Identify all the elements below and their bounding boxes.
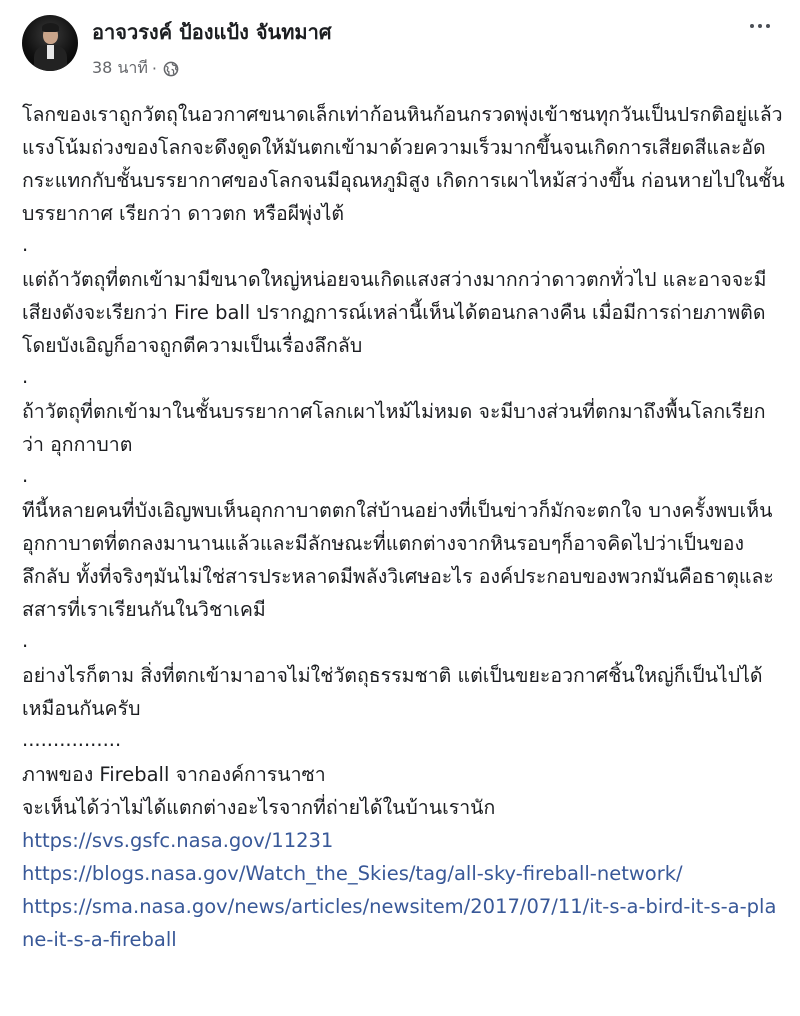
post-timestamp[interactable]: 38 นาที (92, 58, 148, 77)
post-paragraph: โลกของเราถูกวัตถุในอวกาศขนาดเล็กเท่าก้อนหินก้อนกรวดพุ่งเข้าชนทุกวันเป็นปรกติอยู่แล้ว แรงโน้มถ่วงของโลกจะดึงดูดให้มันตกเข้ามาด้วยความเร็วมากขึ้นจนเกิดการเสียดสีและอัดกระแทกกับชั้นบรรยากาศของโลกจนมีอุณหภูมิสูง เกิดการเผาไหม้สว่างขึ้น ก่อนหายไปในชั้นบรรยากาศ เรียกว่า ดาวตก หรือผีพุ่งไต้ (22, 103, 785, 225)
more-dots-icon (750, 24, 770, 28)
paragraph-separator: . (22, 233, 29, 256)
paragraph-separator: . (22, 629, 29, 652)
post-paragraph: ถ้าวัตถุที่ตกเข้ามาในชั้นบรรยากาศโลกเผาไหม้ไม่หมด จะมีบางส่วนที่ตกมาถึงพื้นโลกเรียกว่า อุกกาบาต (22, 400, 766, 456)
caption-line: จะเห็นได้ว่าไม่ได้แตกต่างอะไรจากที่ถ่ายได้ในบ้านเรานัก (22, 796, 496, 819)
avatar-figure-shirt (47, 45, 54, 59)
avatar[interactable] (22, 15, 78, 71)
meta-separator: · (151, 59, 158, 78)
post-meta (92, 56, 179, 81)
paragraph-separator: . (22, 464, 29, 487)
link-svs-nasa[interactable]: https://svs.gsfc.nasa.gov/11231 (22, 829, 334, 852)
caption-line: ภาพของ Fireball จากองค์การนาซา (22, 763, 326, 786)
post-paragraph: แต่ถ้าวัตถุที่ตกเข้ามามีขนาดใหญ่หน่อยจนเกิดแสงสว่างมากกว่าดาวตกทั่วไป และอาจจะมีเสียงดังจะเรียกว่า Fire ball ปรากฏการณ์เหล่านี้เห็นได้ตอนกลางคืน เมื่อมีการถ่ายภาพติดโดยบังเอิญก็อาจถูกตีความเป็นเรื่องลึกลับ (22, 268, 767, 357)
paragraph-separator: . (22, 365, 29, 388)
avatar-figure-hair (42, 23, 59, 32)
link-blogs-nasa[interactable]: https://blogs.nasa.gov/Watch_the_Skies/tag/all-sky-fireball-network/ (22, 862, 683, 885)
post-header (0, 0, 800, 96)
more-options-button[interactable] (740, 12, 780, 40)
author-name[interactable]: อาจวรงค์ ป้องแป้ง จันทมาศ (92, 20, 332, 44)
post-paragraph: อย่างไรก็ตาม สิ่งที่ตกเข้ามาอาจไม่ใช่วัตถุธรรมชาติ แต่เป็นขยะอวกาศชิ้นใหญ่ก็เป็นไปได้เหมือนกันครับ (22, 664, 763, 720)
globe-icon[interactable] (163, 61, 179, 77)
post-body (22, 98, 786, 956)
dotted-separator: ................ (22, 728, 122, 751)
link-sma-nasa[interactable]: https://sma.nasa.gov/news/articles/newsitem/2017/07/11/it-s-a-bird-it-s-a-plane-it-s-a-fireball (22, 895, 777, 951)
post-paragraph: ทีนี้หลายคนที่บังเอิญพบเห็นอุกกาบาตตกใส่บ้านอย่างที่เป็นข่าวก็มักจะตกใจ บางครั้งพบเห็นอุกกาบาตที่ตกลงมานานแล้วและมีลักษณะที่แตกต่างจากหินรอบๆก็อาจคิดไปว่าเป็นของลึกลับ ทั้งที่จริงๆมันไม่ใช่สารประหลาดมีพลังวิเศษอะไร องค์ประกอบของพวกมันคือธาตุและสสารที่เราเรียนกันในวิชาเคมี (22, 499, 774, 621)
